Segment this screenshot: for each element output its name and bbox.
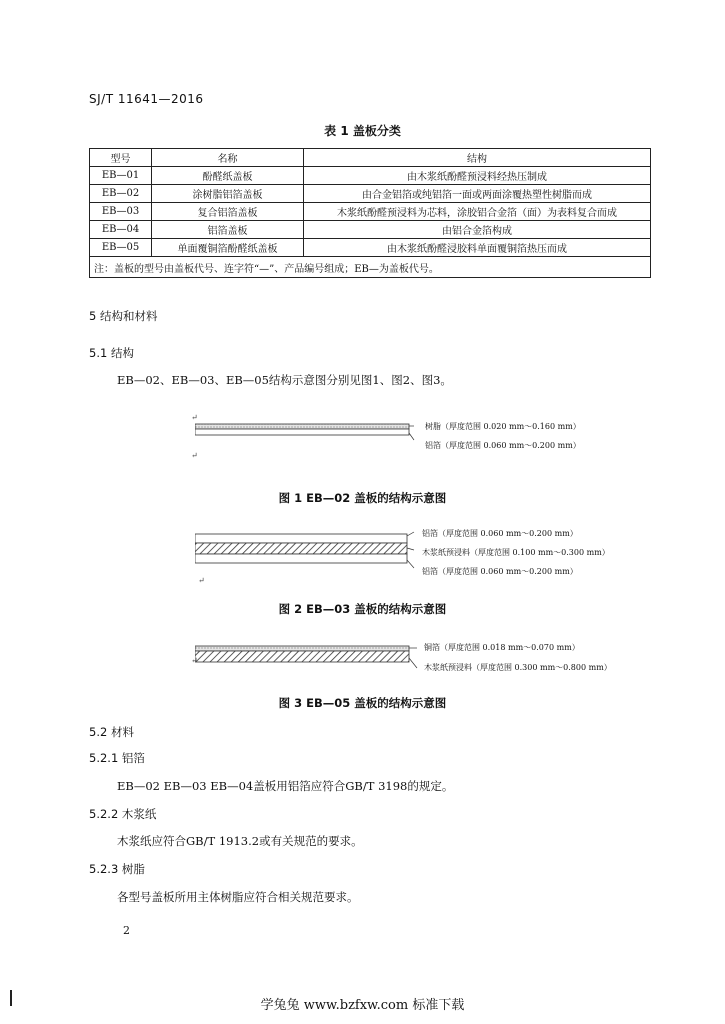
table-header-cell: 型号 (90, 149, 152, 167)
table-cell: 由木浆纸酚醛预浸料经热压制成 (304, 167, 651, 185)
fig2-label-pulp-prepreg: 木浆纸预浸料（厚度范围 0.100 mm～0.300 mm） (422, 548, 610, 557)
table-header-cell: 结构 (304, 149, 651, 167)
table-cell: 由合金铝箔或纯铝箔一面或两面涂覆热塑性树脂而成 (304, 185, 651, 203)
return-mark: ↵ (191, 451, 198, 460)
section-5-2-3-heading: 5.2.3 树脂 (89, 862, 145, 876)
table-cell: 单面覆铜箔酚醛纸盖板 (152, 239, 304, 257)
table-cell: EB—03 (90, 203, 152, 221)
footer-watermark: 学兔兔 www.bzfxw.com 标准下载 (260, 998, 465, 1013)
table-cell: 由铝合金箔构成 (304, 221, 651, 239)
section-5-1-heading: 5.1 结构 (89, 346, 134, 360)
return-mark: ↵ (191, 413, 198, 422)
return-mark: ↵ (191, 656, 198, 665)
table-row (90, 203, 651, 221)
table-row (90, 167, 651, 185)
table-cell: 酚醛纸盖板 (152, 167, 304, 185)
section-5-heading: 5 结构和材料 (89, 309, 158, 323)
fig3-label-copper: 铜箔（厚度范围 0.018 mm～0.070 mm） (424, 643, 580, 652)
table-cell: EB—05 (90, 239, 152, 257)
table-cell: 铝箔盖板 (152, 221, 304, 239)
fig3-diagram (195, 641, 420, 671)
fig1-diagram (195, 420, 415, 442)
fig2-label-aluminum-top: 铝箔（厚度范围 0.060 mm～0.200 mm） (422, 529, 578, 538)
table-cell: EB—01 (90, 167, 152, 185)
table-header-row (90, 149, 651, 167)
fig3-label-pulp-prepreg: 木浆纸预浸料（厚度范围 0.300 mm～0.800 mm） (424, 663, 612, 672)
classification-table (89, 148, 651, 278)
section-5-1-text: EB—02、EB—03、EB—05结构示意图分别见图1、图2、图3。 (117, 373, 452, 387)
fig1-label-resin: 树脂（厚度范围 0.020 mm～0.160 mm） (425, 422, 581, 431)
fig2-diagram (195, 530, 415, 570)
table-cell: 复合铝箔盖板 (152, 203, 304, 221)
section-5-2-heading: 5.2 材料 (89, 725, 134, 739)
table-row (90, 221, 651, 239)
fig2-caption: 图 2 EB—03 盖板的结构示意图 (278, 602, 447, 616)
section-5-2-1-text: EB—02 EB—03 EB—04盖板用铝箔应符合GB/T 3198的规定。 (117, 779, 454, 793)
section-5-2-2-text: 木浆纸应符合GB/T 1913.2或有关规范的要求。 (117, 834, 363, 848)
section-5-2-3-text: 各型号盖板所用主体树脂应符合相关规范要求。 (117, 890, 359, 904)
table-cell: EB—02 (90, 185, 152, 203)
table-cell: 由木浆纸酚醛浸胶料单面覆铜箔热压而成 (304, 239, 651, 257)
fig1-caption: 图 1 EB—02 盖板的结构示意图 (278, 491, 447, 505)
table-title: 表 1 盖板分类 (324, 124, 401, 138)
table-cell: 木浆纸酚醛预浸料为芯料，涂胶铝合金箔（面）为表料复合而成 (304, 203, 651, 221)
section-5-2-1-heading: 5.2.1 铝箔 (89, 751, 145, 765)
page-number: 2 (123, 924, 130, 937)
fig1-label-aluminum: 铝箔（厚度范围 0.060 mm～0.200 mm） (425, 441, 581, 450)
table-note-row (90, 257, 651, 278)
table-row (90, 185, 651, 203)
table-cell: EB—04 (90, 221, 152, 239)
table-row (90, 239, 651, 257)
table-cell: 涂树脂铝箔盖板 (152, 185, 304, 203)
section-5-2-2-heading: 5.2.2 木浆纸 (89, 807, 157, 821)
fig2-label-aluminum-bottom: 铝箔（厚度范围 0.060 mm～0.200 mm） (422, 567, 578, 576)
return-mark: ↵ (198, 576, 205, 585)
table-note: 注：盖板的型号由盖板代号、连字符“—”、产品编号组成；EB—为盖板代号。 (90, 257, 651, 278)
table-header-cell: 名称 (152, 149, 304, 167)
fig3-caption: 图 3 EB—05 盖板的结构示意图 (278, 696, 447, 710)
standard-code: SJ/T 11641—2016 (89, 92, 204, 106)
